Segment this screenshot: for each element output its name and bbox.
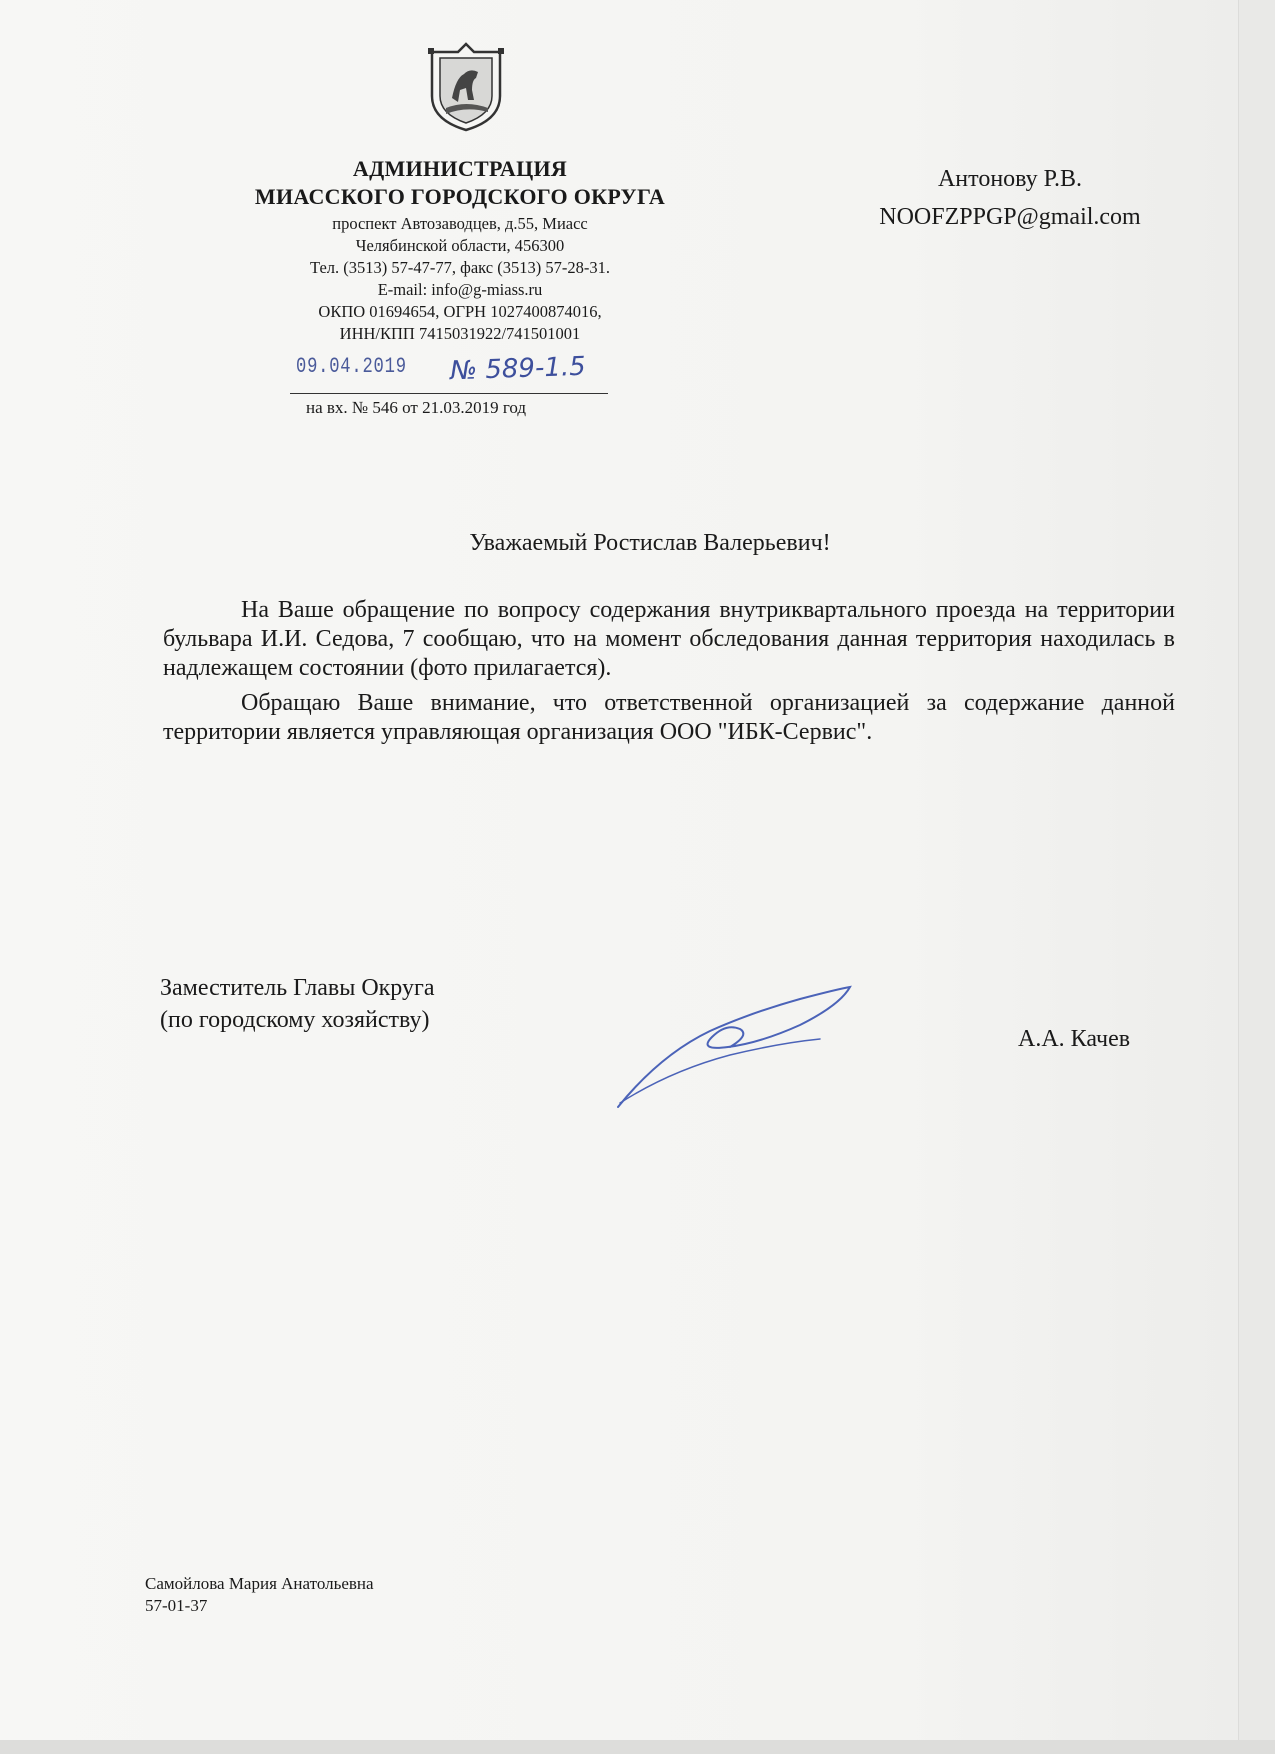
org-codes-line2: ИНН/КПП 7415031922/741501001 — [339, 324, 581, 343]
coat-of-arms-icon — [418, 38, 514, 134]
org-email: E-mail: info@g-miass.ru — [377, 280, 543, 299]
org-name-line2: МИАССКОГО ГОРОДСКОГО ОКРУГА — [254, 184, 666, 209]
org-address-line1: проспект Автозаводцев, д.55, Миасс — [332, 214, 588, 233]
registration-underline — [290, 393, 608, 394]
body-paragraph-1: На Ваше обращение по вопросу содержания внутриквартального проезда на территории бульвара И.И. Седова, 7 сообщаю, что на момент обследования данная территория находилась в надлежащем состоянии (фото прилагается). — [163, 597, 1175, 681]
signer-title-line1: Заместитель Главы Округа — [160, 975, 435, 1001]
org-codes-line1: ОКПО 01694654, ОГРН 1027400874016, — [318, 302, 602, 321]
recipient-name: Антонову Р.В. — [937, 166, 1083, 192]
incoming-reference: на вх. № 546 от 21.03.2019 год — [306, 398, 527, 417]
signer-title-line2: (по городскому хозяйству) — [160, 1007, 430, 1033]
letter-body — [163, 596, 1175, 753]
registration-date-stamp: 09.04.2019 — [296, 354, 407, 379]
org-address-line2: Челябинской области, 456300 — [355, 236, 565, 255]
executor-name: Самойлова Мария Анатольевна — [145, 1574, 374, 1593]
signer-name: А.А. Качев — [1018, 1026, 1131, 1052]
body-paragraph-2: Обращаю Ваше внимание, что ответственной организацией за содержание данной территории является управляющая организация ООО "ИБК-Сервис". — [163, 690, 1175, 745]
executor-phone: 57-01-37 — [145, 1596, 208, 1615]
handwritten-signature — [600, 975, 870, 1125]
page-edge-shadow — [1238, 0, 1275, 1754]
org-phone: Тел. (3513) 57-47-77, факс (3513) 57-28-31. — [310, 258, 610, 277]
page-bottom-shadow — [0, 1740, 1275, 1754]
salutation: Уважаемый Ростислав Валерьевич! — [469, 530, 831, 556]
registration-number: № 589-1.5 — [449, 351, 587, 387]
recipient-email: NOOFZPPGP@gmail.com — [879, 204, 1141, 230]
org-name-line1: АДМИНИСТРАЦИЯ — [352, 156, 568, 181]
